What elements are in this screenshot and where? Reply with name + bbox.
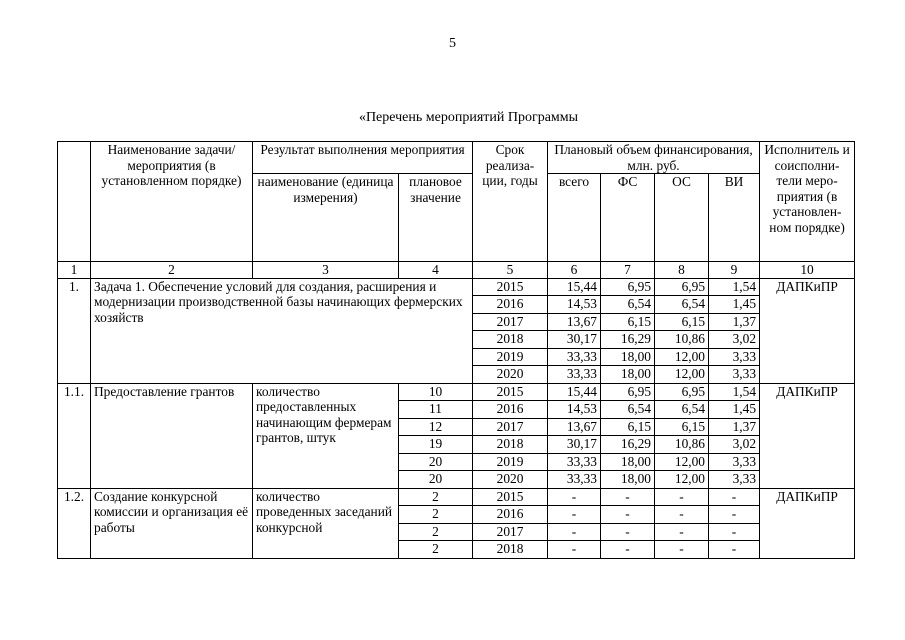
section-number: 1.2. [58,488,91,558]
column-number: 8 [655,262,709,279]
planned-value-cell: 2 [399,488,473,506]
os-cell: 6,54 [655,401,709,419]
vi-cell: 3,02 [709,436,760,454]
vi-cell: 1,54 [709,383,760,401]
os-cell: 10,86 [655,331,709,349]
fs-cell: 6,95 [601,278,655,296]
year-cell: 2015 [473,278,548,296]
fs-cell: - [601,488,655,506]
column-number: 9 [709,262,760,279]
task-name: Задача 1. Обеспечение условий для создания, расширения и модернизации производственной базы начинающих фермерских хозяйств [91,278,473,383]
os-cell: 6,54 [655,296,709,314]
executor-cell: ДАПКиПР [760,488,855,558]
vi-cell: 1,45 [709,296,760,314]
header-result-value: плановое значение [399,174,473,262]
year-cell: 2020 [473,366,548,384]
vi-cell: 3,33 [709,366,760,384]
vi-cell: - [709,541,760,559]
os-cell: 6,95 [655,278,709,296]
header-os: ОС [655,174,709,262]
vi-cell: 1,37 [709,313,760,331]
os-cell: 12,00 [655,471,709,489]
vi-cell: 3,33 [709,471,760,489]
column-number: 3 [253,262,399,279]
header-vi: ВИ [709,174,760,262]
os-cell: 12,00 [655,348,709,366]
fs-cell: - [601,541,655,559]
planned-value-cell: 2 [399,541,473,559]
fs-cell: 16,29 [601,331,655,349]
column-number: 2 [91,262,253,279]
planned-value-cell: 12 [399,418,473,436]
measure-name: Создание конкурсной комиссии и организация её работы [91,488,253,558]
vi-cell: 3,33 [709,453,760,471]
vi-cell: - [709,488,760,506]
vi-cell: - [709,506,760,524]
planned-value-cell: 11 [399,401,473,419]
year-cell: 2018 [473,541,548,559]
total-cell: 33,33 [548,471,601,489]
total-cell: - [548,506,601,524]
column-number: 10 [760,262,855,279]
result-name: количество предоставленных начинающим фермерам грантов, штук [253,383,399,488]
fs-cell: 6,95 [601,383,655,401]
executor-cell: ДАПКиПР [760,383,855,488]
os-cell: - [655,523,709,541]
header-executor: Исполнитель и соисполни-тели меро-приятия (в установлен-ном порядке) [760,142,855,262]
measure-name: Предоставление грантов [91,383,253,488]
executor-cell: ДАПКиПР [760,278,855,383]
header-num [58,142,91,262]
vi-cell: 3,33 [709,348,760,366]
column-number: 7 [601,262,655,279]
header-result: Результат выполнения мероприятия [253,142,473,174]
year-cell: 2016 [473,506,548,524]
fs-cell: 6,15 [601,313,655,331]
year-cell: 2019 [473,348,548,366]
header-total: всего [548,174,601,262]
planned-value-cell: 10 [399,383,473,401]
vi-cell: - [709,523,760,541]
column-number: 5 [473,262,548,279]
year-cell: 2016 [473,401,548,419]
total-cell: - [548,488,601,506]
total-cell: - [548,541,601,559]
year-cell: 2017 [473,523,548,541]
year-cell: 2015 [473,383,548,401]
fs-cell: 6,54 [601,401,655,419]
fs-cell: 6,54 [601,296,655,314]
planned-value-cell: 20 [399,471,473,489]
total-cell: 13,67 [548,313,601,331]
section-number: 1. [58,278,91,383]
total-cell: 30,17 [548,331,601,349]
planned-value-cell: 2 [399,523,473,541]
total-cell: 30,17 [548,436,601,454]
os-cell: - [655,506,709,524]
header-name: Наименование задачи/мероприятия (в установленном порядке) [91,142,253,262]
column-number: 6 [548,262,601,279]
year-cell: 2019 [473,453,548,471]
os-cell: 12,00 [655,366,709,384]
section-number: 1.1. [58,383,91,488]
fs-cell: 18,00 [601,453,655,471]
page-number: 5 [449,36,456,51]
total-cell: 33,33 [548,453,601,471]
header-result-name: наименование (единица измерения) [253,174,399,262]
total-cell: 14,53 [548,401,601,419]
fs-cell: 18,00 [601,471,655,489]
header-fs: ФС [601,174,655,262]
planned-value-cell: 2 [399,506,473,524]
os-cell: 6,95 [655,383,709,401]
total-cell: 33,33 [548,366,601,384]
year-cell: 2018 [473,436,548,454]
vi-cell: 3,02 [709,331,760,349]
header-term: Срок реализа-ции, годы [473,142,548,262]
document-title: «Перечень мероприятий Программы [358,110,579,125]
os-cell: 12,00 [655,453,709,471]
fs-cell: 6,15 [601,418,655,436]
total-cell: - [548,523,601,541]
planned-value-cell: 19 [399,436,473,454]
vi-cell: 1,54 [709,278,760,296]
fs-cell: - [601,506,655,524]
fs-cell: 18,00 [601,348,655,366]
year-cell: 2018 [473,331,548,349]
year-cell: 2017 [473,418,548,436]
program-measures-table [57,141,855,559]
os-cell: 10,86 [655,436,709,454]
year-cell: 2015 [473,488,548,506]
total-cell: 14,53 [548,296,601,314]
total-cell: 13,67 [548,418,601,436]
year-cell: 2017 [473,313,548,331]
vi-cell: 1,45 [709,401,760,419]
year-cell: 2020 [473,471,548,489]
header-funding: Плановый объем финансирования, млн. руб. [548,142,760,174]
column-number: 4 [399,262,473,279]
vi-cell: 1,37 [709,418,760,436]
year-cell: 2016 [473,296,548,314]
planned-value-cell: 20 [399,453,473,471]
fs-cell: - [601,523,655,541]
total-cell: 15,44 [548,278,601,296]
fs-cell: 18,00 [601,366,655,384]
os-cell: 6,15 [655,313,709,331]
os-cell: 6,15 [655,418,709,436]
fs-cell: 16,29 [601,436,655,454]
column-number: 1 [58,262,91,279]
total-cell: 33,33 [548,348,601,366]
total-cell: 15,44 [548,383,601,401]
result-name: количество проведенных заседаний конкурсной [253,488,399,558]
os-cell: - [655,488,709,506]
os-cell: - [655,541,709,559]
